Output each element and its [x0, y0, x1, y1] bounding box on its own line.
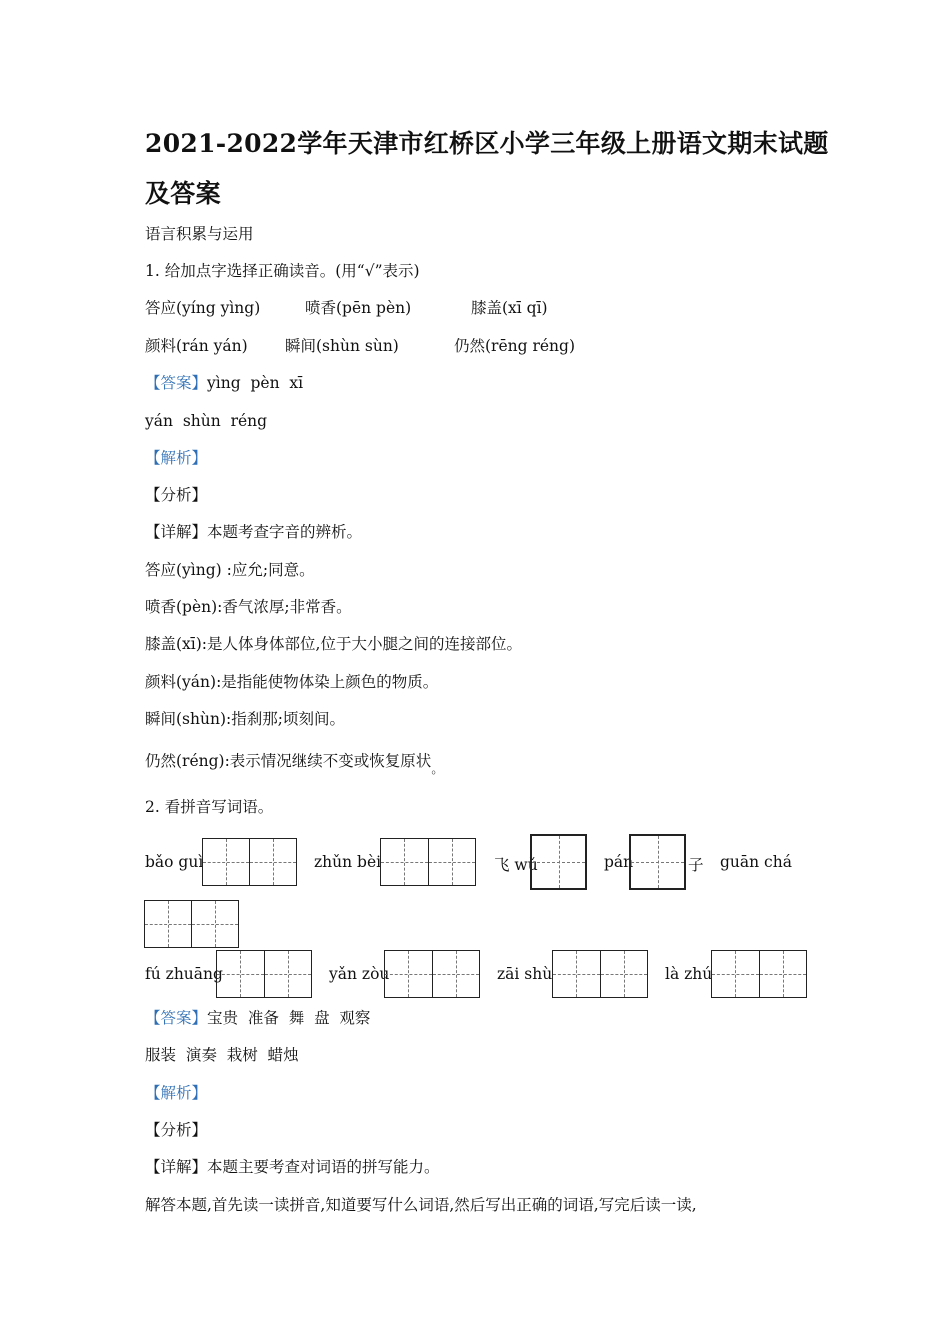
grid-cell — [145, 901, 191, 947]
grid-cell — [381, 839, 428, 885]
q1-option: 膝盖(xī qī) — [471, 299, 548, 317]
writing-grid-2char — [380, 838, 476, 886]
grid-cell — [264, 951, 312, 997]
document-title-line-2: 及答案 — [145, 179, 221, 208]
q1-prompt: 1. 给加点字选择正确读音。(用“√”表示) — [145, 262, 420, 280]
answer-text: 宝贵 准备 舞 盘 观察 — [207, 1009, 371, 1027]
writing-grid-2char — [202, 838, 297, 886]
pinyin-label: yǎn zòu — [329, 965, 390, 983]
q1-answer-line-2: yán shùn réng — [145, 412, 268, 430]
q1-explanation-text: 仍然(réng):表示情况继续不变或恢复原状 — [145, 752, 432, 770]
grid-cell — [217, 951, 264, 997]
grid-cell — [385, 951, 432, 997]
grid-cell — [191, 901, 238, 947]
q1-explanation: 颜料(yán):是指能使物体染上颜色的物质。 — [145, 673, 439, 691]
grid-cell — [600, 951, 648, 997]
q1-option: 瞬间(shùn sùn) — [285, 337, 399, 355]
q1-explanation: 瞬间(shùn):指刹那;顷刻间。 — [145, 710, 345, 728]
grid-cell — [759, 951, 807, 997]
q2-analysis-tag: 【解析】 — [145, 1084, 208, 1102]
writing-grid-1char — [530, 834, 587, 890]
q1-option: 答应(yíng yìng) — [145, 299, 261, 317]
pinyin-label: pán — [604, 853, 634, 871]
q1-options-row-2 — [145, 336, 575, 356]
pinyin-label: zhǔn bèi — [314, 853, 382, 871]
document-title-line-1: 2021-2022学年天津市红桥区小学三年级上册语文期末试题 — [145, 129, 829, 158]
q1-detail: 【详解】本题考查字音的辨析。 — [145, 523, 363, 541]
grid-cell — [712, 951, 759, 997]
q2-fenxi: 【分析】 — [145, 1121, 208, 1139]
pinyin-label: 子 — [688, 856, 704, 874]
q1-explanation: 答应(yìng) :应允;同意。 — [145, 561, 315, 579]
section-heading: 语言积累与运用 — [145, 225, 254, 243]
pinyin-label: guān chá — [720, 853, 792, 871]
writing-grid-2char — [552, 950, 648, 998]
pinyin-label: bǎo guì — [145, 853, 204, 871]
pinyin-label: là zhú — [665, 965, 713, 983]
grid-cell — [631, 836, 684, 888]
q2-explanation: 解答本题,首先读一读拼音,知道要写什么词语,然后写出正确的词语,写完后读一读, — [145, 1196, 697, 1214]
writing-grid-2char — [216, 950, 312, 998]
grid-cell — [249, 839, 296, 885]
grid-cell — [532, 836, 585, 888]
q2-detail: 【详解】本题主要考查对词语的拼写能力。 — [145, 1158, 440, 1176]
q1-analysis-tag: 【解析】 — [145, 449, 208, 467]
writing-grid-2char — [384, 950, 480, 998]
period-mark: 。 — [431, 762, 444, 776]
q1-fenxi: 【分析】 — [145, 486, 208, 504]
q1-options-row-1 — [145, 298, 548, 318]
pinyin-label: fú zhuāng — [145, 965, 223, 983]
writing-grid-2char — [711, 950, 807, 998]
writing-grid-1char — [629, 834, 686, 890]
answer-tag: 【答案】 — [145, 374, 208, 392]
grid-cell — [203, 839, 249, 885]
pinyin-label: zāi shù — [497, 965, 553, 983]
q1-option: 颜料(rán yán) — [145, 337, 248, 355]
q1-answer — [145, 373, 303, 393]
q1-explanation: 喷香(pèn):香气浓厚;非常香。 — [145, 598, 352, 616]
grid-cell — [428, 839, 476, 885]
pinyin-label: 飞 wǔ — [494, 856, 538, 874]
writing-grid-2char — [144, 900, 239, 948]
answer-text: yìng pèn xī — [207, 374, 304, 392]
q1-option: 仍然(rēng réng) — [454, 337, 575, 355]
q1-explanation: 膝盖(xī):是人体身体部位,位于大小腿之间的连接部位。 — [145, 635, 522, 653]
answer-tag: 【答案】 — [145, 1009, 208, 1027]
grid-cell — [553, 951, 600, 997]
q2-answer — [145, 1008, 370, 1028]
q1-option: 喷香(pēn pèn) — [305, 299, 412, 317]
q2-prompt: 2. 看拼音写词语。 — [145, 798, 274, 816]
q2-answer-line-2: 服装 演奏 栽树 蜡烛 — [145, 1046, 299, 1064]
q1-explanation — [145, 751, 444, 776]
grid-cell — [432, 951, 480, 997]
